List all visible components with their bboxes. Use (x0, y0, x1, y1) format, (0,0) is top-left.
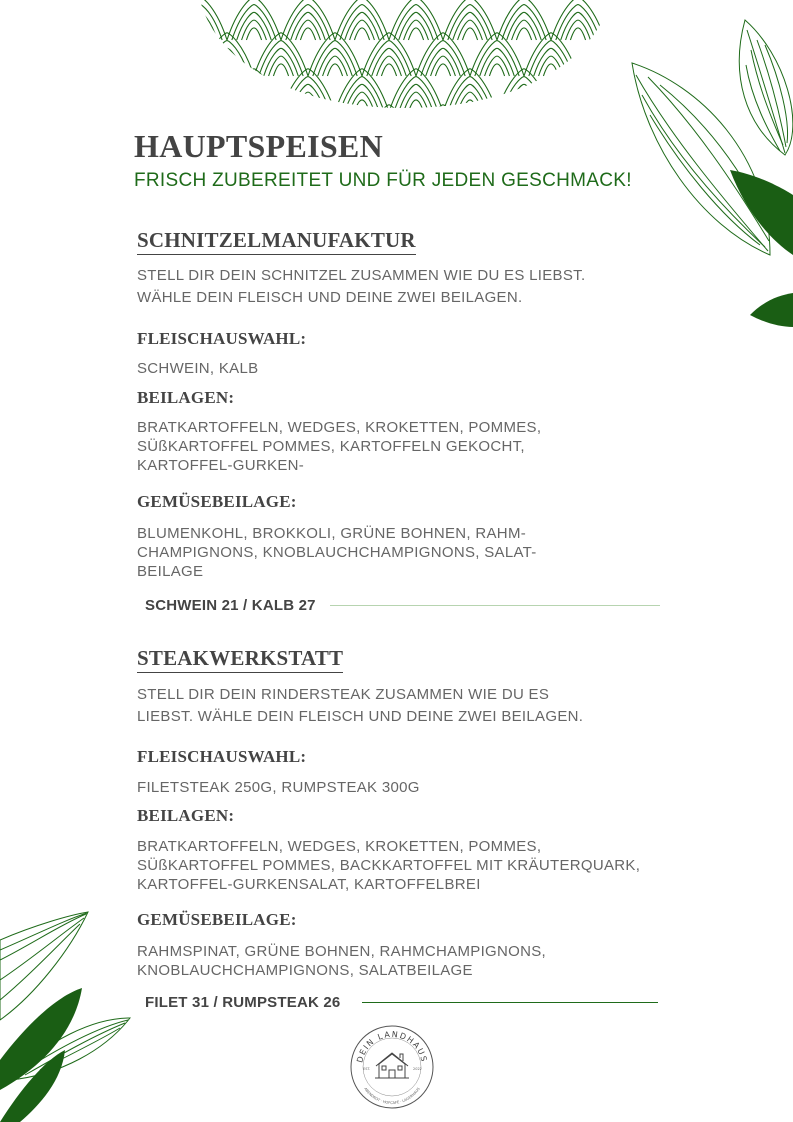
group-text: KNOBLAUCHCHAMPIGNONS, SALATBEILAGE (137, 962, 473, 979)
group-text: KARTOFFEL-GURKENSALAT, KARTOFFELBREI (137, 876, 481, 893)
intro-line: WÄHLE DEIN FLEISCH UND DEINE ZWEI BEILAGEN. (137, 289, 523, 306)
schnitzel-section (137, 228, 707, 255)
section-title: STEAKWERKSTATT (137, 646, 343, 673)
price-row (145, 994, 658, 1011)
bottom-left-leaves-icon (0, 910, 140, 1122)
group-label: GEMÜSEBEILAGE: (137, 910, 297, 929)
group-text: FILETSTEAK 250G, RUMPSTEAK 300G (137, 779, 420, 796)
price-text: SCHWEIN 21 / KALB 27 (145, 597, 316, 614)
group-text: BEILAGE (137, 563, 204, 580)
group-label: BEILAGEN: (137, 806, 235, 825)
steak-section (137, 646, 707, 673)
page-subtitle: FRISCH ZUBEREITET UND FÜR JEDEN GESCHMACK! (134, 170, 632, 191)
logo-right-text: 2022 (413, 1067, 422, 1071)
steak-intro (137, 684, 707, 728)
group-text: BRATKARTOFFELN, WEDGES, KROKETTEN, POMMES, (137, 419, 542, 436)
price-row (145, 597, 660, 614)
intro-line: STELL DIR DEIN SCHNITZEL ZUSAMMEN WIE DU ES LIEBST. (137, 267, 586, 284)
section-title: SCHNITZELMANUFAKTUR (137, 228, 416, 255)
group-text: BLUMENKOHL, BROKKOLI, GRÜNE BOHNEN, RAHM- (137, 525, 527, 542)
landhaus-logo (349, 1024, 435, 1110)
logo-left-text: EST. (363, 1067, 371, 1071)
price-text: FILET 31 / RUMPSTEAK 26 (145, 994, 341, 1011)
price-rule (330, 605, 660, 606)
group-text: KARTOFFEL-GURKEN- (137, 457, 305, 474)
group-text: SÜßKARTOFFEL POMMES, BACKKARTOFFEL MIT KRÄUTERQUARK, (137, 857, 641, 874)
page-title: HAUPTSPEISEN (134, 128, 383, 164)
group-text: RAHMSPINAT, GRÜNE BOHNEN, RAHMCHAMPIGNONS, (137, 943, 547, 960)
group-label: FLEISCHAUSWAHL: (137, 329, 307, 348)
logo-bottom-text: ABENDROT · HOFCAFÉ · LAGERHAUS (363, 1086, 421, 1106)
logo-top-text: DEIN LANDHAUS (355, 1029, 429, 1064)
top-leaf-pattern-icon (200, 0, 610, 110)
group-label: GEMÜSEBEILAGE: (137, 492, 297, 511)
group-text: SÜßKARTOFFEL POMMES, KARTOFFELN GEKOCHT, (137, 438, 525, 455)
group-label: BEILAGEN: (137, 388, 235, 407)
group-text: SCHWEIN, KALB (137, 360, 259, 377)
intro-line: STELL DIR DEIN RINDERSTEAK ZUSAMMEN WIE DU ES (137, 686, 550, 703)
schnitzel-intro (137, 265, 707, 309)
intro-line: LIEBST. WÄHLE DEIN FLEISCH UND DEINE ZWEI BEILAGEN. (137, 708, 584, 725)
group-text: BRATKARTOFFELN, WEDGES, KROKETTEN, POMMES, (137, 838, 542, 855)
house-icon (375, 1053, 409, 1078)
price-rule (362, 1002, 658, 1003)
group-text: CHAMPIGNONS, KNOBLAUCHCHAMPIGNONS, SALAT- (137, 544, 537, 561)
group-label: FLEISCHAUSWAHL: (137, 747, 307, 766)
